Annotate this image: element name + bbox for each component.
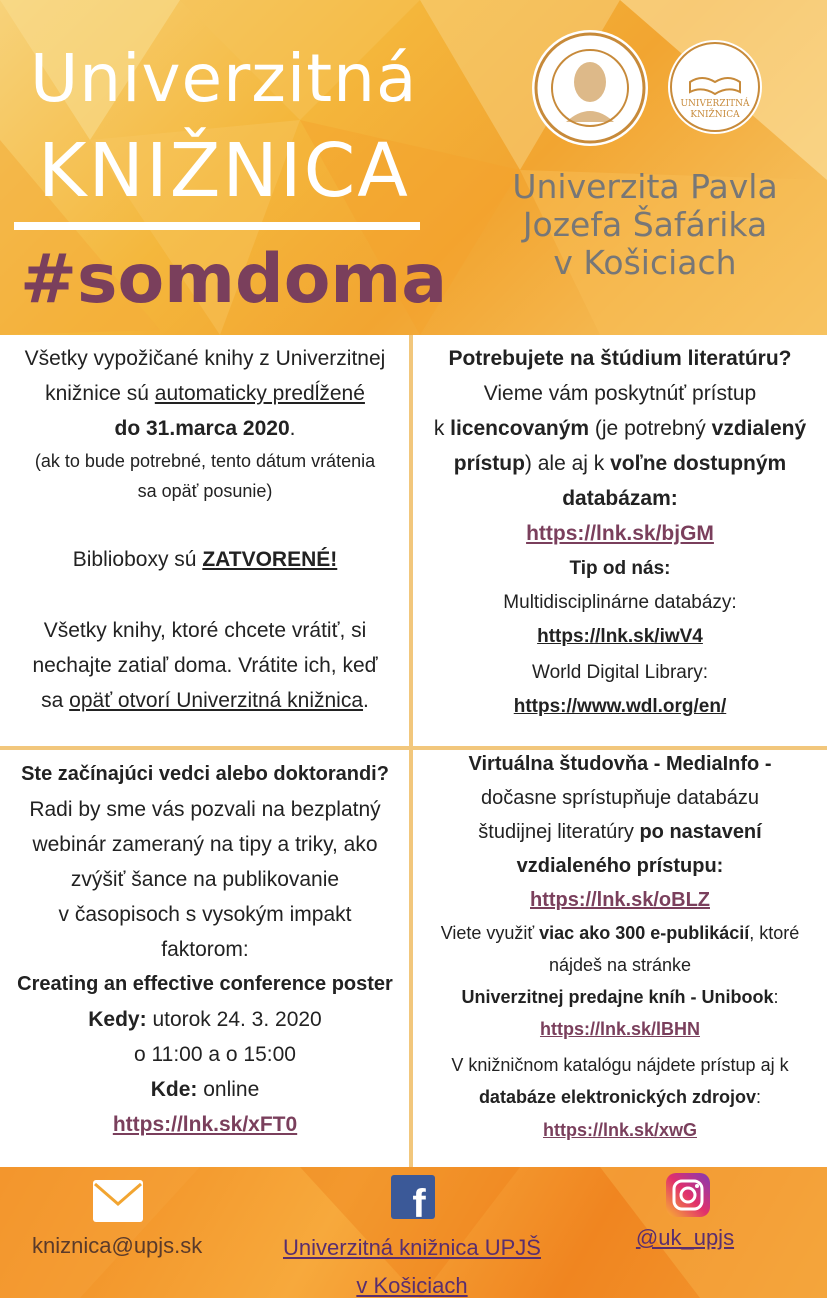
link-oblz[interactable]: https://lnk.sk/oBLZ — [530, 889, 710, 911]
instagram-icon[interactable] — [666, 1173, 710, 1217]
hashtag: #somdoma — [20, 240, 448, 319]
loans-text: Všetky vypožičané knihy z Univerzitnej knižnice sú automaticky predĺžené do 31.marca 2020. — [24, 347, 386, 440]
library-logo — [668, 40, 762, 134]
literature-question: Potrebujete na štúdium literatúru? — [448, 347, 792, 370]
title-line-1: Univerzitná — [30, 40, 418, 117]
return-text: Všetky knihy, ktoré chcete vrátiť, si nechajte zatiaľ doma. Vrátite ich, keď sa opäť otvorí Univerzitná knižnica. — [32, 619, 378, 712]
multi-label: Multidisciplinárne databázy: — [503, 592, 737, 613]
info-grid — [0, 335, 827, 1167]
literature-text: Vieme vám poskytnúť prístup k licencovaným (je potrebný vzdialený prístup) ale aj k voľne dostupným databázam: — [433, 382, 807, 510]
link-wdl[interactable]: https://www.wdl.org/en/ — [513, 696, 727, 717]
tip-label: Tip od nás: — [569, 558, 671, 579]
webinar-time: o 11:00 a o 15:00 — [134, 1043, 296, 1066]
university-seal-logo — [532, 30, 648, 146]
webinar-when: Kedy: utorok 24. 3. 2020 — [88, 1008, 322, 1031]
box-webinar — [0, 757, 410, 1142]
svg-text:f: f — [412, 1182, 426, 1219]
box-reading-room — [413, 747, 827, 1147]
footer — [0, 1167, 827, 1298]
webinar-text: Radi by sme vás pozvali na bezplatný webinár zameraný na tipy a triky, ako zvýšiť šance na publikovanie v časopisoch s vysokým impakt faktorom: — [29, 798, 381, 961]
header-banner — [0, 0, 827, 335]
link-bjgm[interactable]: https://lnk.sk/bjGM — [526, 522, 714, 545]
link-lbhn[interactable]: https://lnk.sk/lBHN — [539, 1019, 700, 1039]
reading-room-title: Virtuálna študovňa - MediaInfo - — [468, 753, 772, 775]
svg-text:KNIŽNICA: KNIŽNICA — [690, 110, 740, 120]
webinar-title: Creating an effective conference poster — [17, 973, 393, 995]
bibliobox-text: Biblioboxy sú ZATVORENÉ! — [72, 548, 338, 571]
university-name: Univerzita Pavla Jozefa Šafárika v Košiciach — [512, 167, 778, 282]
link-xft0[interactable]: https://lnk.sk/xFT0 — [112, 1113, 298, 1136]
envelope-icon — [93, 1180, 143, 1222]
loans-note: (ak to bude potrebné, tento dátum vrátenia sa opäť posunie) — [34, 451, 376, 501]
wdl-label: World Digital Library: — [532, 662, 708, 683]
footer-instagram-link[interactable]: @uk_upjs — [635, 1225, 735, 1250]
epub-text: Viete využiť viac ako 300 e-publikácií, ktoré nájdeš na stránke Univerzitnej predajne kníh - Unibook: — [440, 923, 800, 1007]
title-line-2: KNIŽNICA — [38, 128, 410, 214]
catalog-text: V knižničnom katalógu nájdete prístup aj k databáze elektronických zdrojov: — [451, 1055, 789, 1107]
footer-facebook-link[interactable]: Univerzitná knižnica UPJŠ v Košiciach — [283, 1235, 541, 1298]
link-xwg[interactable]: https://lnk.sk/xwG — [542, 1120, 698, 1140]
webinar-where: Kde: online — [150, 1078, 260, 1101]
title-underline — [14, 222, 420, 230]
link-iwv4[interactable]: https://lnk.sk/iwV4 — [537, 626, 703, 647]
facebook-icon[interactable] — [391, 1175, 435, 1219]
webinar-question: Ste začínajúci vedci alebo doktorandi? — [21, 763, 389, 785]
svg-text:UNIVERZITNÁ: UNIVERZITNÁ — [680, 99, 750, 109]
reading-room-text: dočasne sprístupňuje databázu študijnej literatúry po nastavení vzdialeného prístupu: — [478, 787, 762, 877]
box-loans — [0, 341, 410, 718]
footer-email[interactable]: kniznica@upjs.sk — [32, 1233, 203, 1258]
box-literature — [413, 341, 827, 723]
